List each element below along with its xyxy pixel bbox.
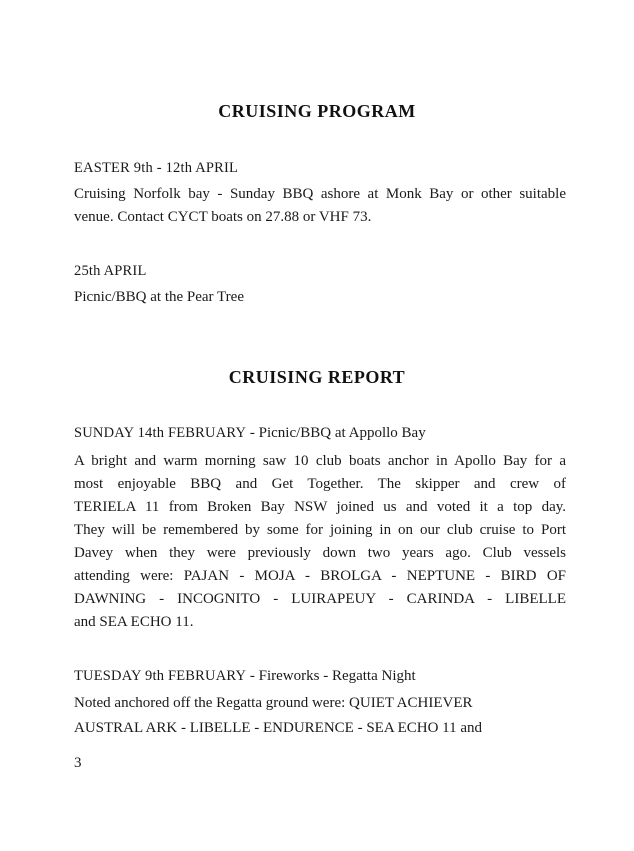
- sunday-date: SUNDAY 14th FEBRUARY: [74, 425, 247, 441]
- anzac-date: 25th APRIL: [74, 263, 147, 279]
- sunday-text-line-4: They will be remembered by some for joining in on our club cruise to Port: [74, 522, 566, 538]
- tuesday-entry-header: [74, 666, 566, 686]
- sunday-text-line-1: A bright and warm morning saw 10 club boats anchor in Apollo Bay for a: [74, 453, 566, 469]
- easter-text-line-2: venue. Contact CYCT boats on 27.88 or VHF 73.: [74, 209, 372, 225]
- sunday-entry-header: [74, 423, 566, 443]
- sunday-text-line-6: attending were: PAJAN - MOJA - BROLGA - NEPTUNE - BIRD OF: [74, 568, 566, 584]
- page-number: 3: [74, 755, 82, 771]
- tuesday-date: TUESDAY 9th FEBRUARY: [74, 668, 247, 684]
- sunday-text-line-5: Davey when they were previously down two years ago. Club vessels: [74, 545, 566, 561]
- easter-text-line-1: Cruising Norfolk bay - Sunday BBQ ashore at Monk Bay or other suitable: [74, 186, 566, 202]
- anzac-text-line-1: Picnic/BBQ at the Pear Tree: [74, 289, 244, 305]
- cruising-program-heading: CRUISING PROGRAM: [218, 101, 416, 121]
- tuesday-text-line-1: Noted anchored off the Regatta ground were: QUIET ACHIEVER: [74, 695, 473, 711]
- cruising-report-heading: CRUISING REPORT: [228, 367, 406, 387]
- sunday-text-line-3: TERIELA 11 from Broken Bay NSW joined us and voted it a top day.: [74, 499, 566, 515]
- sunday-text-line-8: and SEA ECHO 11.: [74, 614, 194, 630]
- easter-date: EASTER 9th - 12th APRIL: [74, 160, 239, 176]
- tuesday-event: - Fireworks - Regatta Night: [246, 668, 416, 684]
- sunday-text-line-7: DAWNING - INCOGNITO - LUIRAPEUY - CARINDA - LIBELLE: [74, 591, 566, 607]
- sunday-event: - Picnic/BBQ at Appollo Bay: [246, 425, 426, 441]
- tuesday-text-line-2: AUSTRAL ARK - LIBELLE - ENDURENCE - SEA ECHO 11 and: [74, 720, 483, 736]
- sunday-text-line-2: most enjoyable BBQ and Get Together. The skipper and crew of: [74, 476, 566, 492]
